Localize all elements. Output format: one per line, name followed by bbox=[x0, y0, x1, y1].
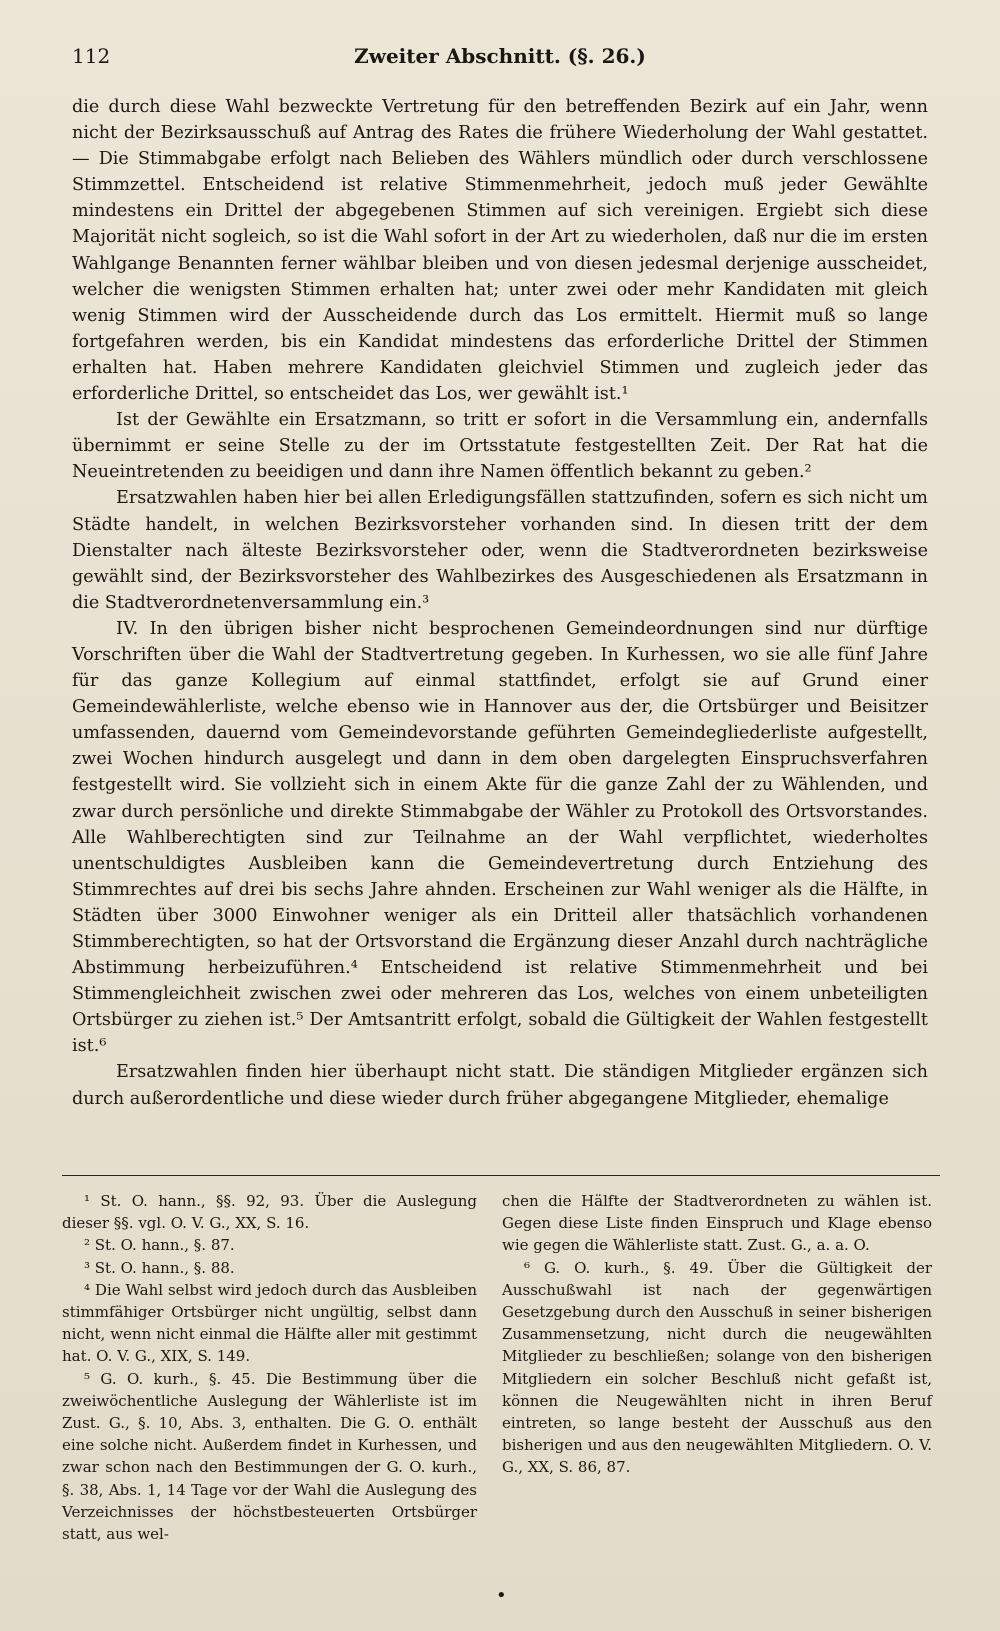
bottom-mark: • bbox=[496, 1585, 507, 1606]
footnote: ⁶ G. O. kurh., §. 49. Über die Gültigkeit der Ausschußwahl ist nach der gegenwärtigen Gesetzgebung durch den Ausschuß in seiner bisherigen Zusammensetzung, nicht durch die neugewählten Mitglieder zu beschließen; solange von den bisherigen Mitgliedern ein solcher Beschluß nicht gefaßt ist, können die Neugewählten nicht in ihren Beruf eintreten, so lange besteht der Ausschuß aus den bisherigen und aus den neugewählten Mitgliedern. O. V. G., XX, S. 86, 87. bbox=[502, 1258, 932, 1477]
footnote: ³ St. O. hann., §. 88. bbox=[84, 1258, 235, 1277]
footnote: ⁵ G. O. kurh., §. 45. Die Bestimmung über die zweiwöchentliche Auslegung der Wählerliste ist im Zust. G., §. 10, Abs. 3, enthalten. Die G. O. enthält eine solche nicht. Außerdem findet in Kurhessen, und zwar schon nach den Bestimmungen der G. O. kurh., §. 38, Abs. 1, 14 Tage vor der Wahl die Auslegung des Verzeichnisses der höchstbesteuerten Ortsbürger statt, aus wel- bbox=[62, 1369, 477, 1544]
footnotes-left-column bbox=[62, 1190, 477, 1545]
body-paragraph: die durch diese Wahl bezweckte Vertretung für den betreffenden Bezirk auf ein Jahr, wenn nicht der Bezirksausschuß auf Antrag des Rates die frühere Wiederholung der Wahl gestattet. — Die Stimmabgabe erfolgt nach Belieben des Wählers mündlich oder durch verschlossene Stimmzettel. Entscheidend ist relative Stimmenmehrheit, jedoch muß jeder Gewählte mindestens ein Drittel der abgegebenen Stimmen auf sich vereinigen. Ergiebt sich diese Majorität nicht sogleich, so ist die Wahl sofort in der Art zu wiederholen, daß nur die im ersten Wahlgange Benannten ferner wählbar bleiben und von diesen jedesmal derjenige ausscheidet, welcher die wenigsten Stimmen erhalten hat; unter zwei oder mehr Kandidaten mit gleich wenig Stimmen wird der Ausscheidende durch das Los ermittelt. Hiermit muß so lange fortgefahren werden, bis ein Kandidat mindestens das erforderliche Drittel der Stimmen erhalten hat. Haben mehrere Kandidaten gleichviel Stimmen und zugleich jeder das erforderliche Drittel, so entscheidet das Los, wer gewählt ist.¹ bbox=[72, 97, 928, 405]
footnote-separator bbox=[62, 1175, 940, 1176]
body-paragraph: Ersatzwahlen finden hier überhaupt nicht statt. Die ständigen Mitglieder ergänzen sich durch außerordentliche und diese wieder durch früher abgegangene Mitglieder, ehemalige bbox=[72, 1062, 928, 1109]
footnote: ⁴ Die Wahl selbst wird jedoch durch das Ausbleiben stimmfähiger Ortsbürger nicht ungültig, selbst dann nicht, wenn nicht einmal die Hälfte aller mit gestimmt hat. O. V. G., XIX, S. 149. bbox=[62, 1280, 477, 1366]
footnote: ¹ St. O. hann., §§. 92, 93. Über die Auslegung dieser §§. vgl. O. V. G., XX, S. 16. bbox=[62, 1192, 477, 1233]
running-title: Zweiter Abschnitt. (§. 26.) bbox=[354, 44, 646, 68]
body-paragraph: IV. In den übrigen bisher nicht besprochenen Gemeindeordnungen sind nur dürftige Vorschriften über die Wahl der Stadtvertretung gegeben. In Kurhessen, wo sie alle fünf Jahre für das ganze Kollegium auf einmal stattfindet, erfolgt sie auf Grund einer Gemeindewählerliste, welche ebenso wie in Hannover aus der, die Ortsbürger und Beisitzer umfassenden, dauernd vom Gemeindevorstande geführten Gemeindegliederliste aufgestellt, zwei Wochen hindurch ausgelegt und dann in dem oben dargelegten Einspruchsverfahren festgestellt wird. Sie vollzieht sich in einem Akte für die ganze Zahl der zu Wählenden, und zwar durch persönliche und direkte Stimmabgabe der Wähler zu Protokoll des Ortsvorstandes. Alle Wahlberechtigten sind zur Teilnahme an der Wahl verpflichtet, wiederholtes unentschuldigtes Ausbleiben kann die Gemeindevertretung durch Entziehung des Stimmrechtes auf drei bis sechs Jahre ahnden. Erscheinen zur Wahl weniger als die Hälfte, in Städten über 3000 Einwohner weniger als ein Dritteil aller thatsächlich vorhandenen Stimmberechtigten, so hat der Ortsvorstand die Ergänzung dieser Anzahl durch nachträgliche Abstimmung herbeizuführen.⁴ Entscheidend ist relative Stimmenmehrheit und bei Stimmengleichheit zwischen zwei oder mehreren das Los, welches von einem unbeteiligten Ortsbürger zu ziehen ist.⁵ Der Amtsantritt erfolgt, sobald die Gültigkeit der Wahlen festgestellt ist.⁶ bbox=[72, 618, 928, 1057]
body-paragraph: Ist der Gewählte ein Ersatzmann, so tritt er sofort in die Versammlung ein, andernfalls übernimmt er seine Stelle zu der im Ortsstatute festgestellten Zeit. Der Rat hat die Neueintretenden zu beeidigen und dann ihre Namen öffentlich bekannt zu geben.² bbox=[72, 410, 928, 483]
page-header bbox=[72, 44, 928, 78]
page-number: 112 bbox=[72, 44, 111, 68]
footnote: ² St. O. hann., §. 87. bbox=[84, 1236, 235, 1255]
footnotes-right-column bbox=[502, 1190, 932, 1479]
footnote-continuation: chen die Hälfte der Stadtverordneten zu wählen ist. Gegen diese Liste finden Einspruch und Klage ebenso wie gegen die Wählerliste statt. Zust. G., a. a. O. bbox=[502, 1192, 932, 1255]
body-paragraph: Ersatzwahlen haben hier bei allen Erledigungsfällen stattzufinden, sofern es sich nicht um Städte handelt, in welchen Bezirksvorsteher vorhanden sind. In diesen tritt der dem Dienstalter nach älteste Bezirksvorsteher oder, wenn die Stadtverordneten bezirksweise gewählt sind, der Bezirksvorsteher des Wahlbezirkes des Ausgeschiedenen als Ersatzmann in die Stadtverordnetenversammlung ein.³ bbox=[72, 488, 928, 613]
main-text bbox=[72, 94, 928, 1112]
